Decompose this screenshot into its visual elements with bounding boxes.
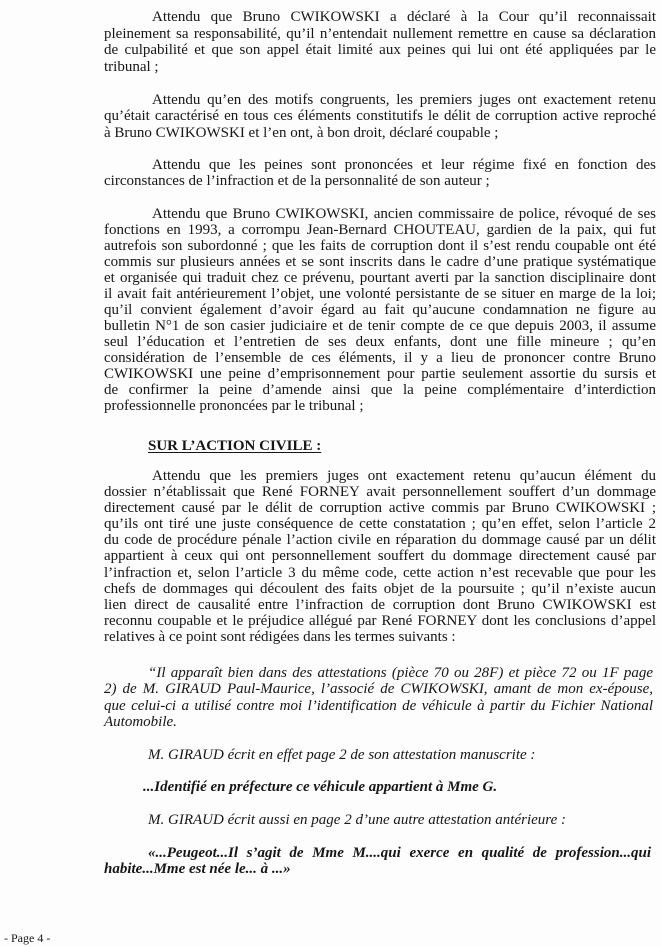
text-line: qu’ils ont tiré une juste conséquence de cette constatation ; qu’en effet, selon l’article 2 [104, 516, 656, 533]
text-line: à Bruno CWIKOWSKI et l’en ont, à bon droit, déclaré coupable ; [104, 124, 499, 141]
text-line: commis sur plusieurs années et se sont inscrits dans le cadre d’une pratique systématique [104, 254, 656, 270]
quote-intro-line: M. GIRAUD écrit aussi en page 2 d’une autre attestation antérieure : [148, 812, 566, 828]
quoted-excerpt [104, 845, 651, 877]
text-line: Attendu que Bruno CWIKOWSKI, ancien commissaire de police, révoqué de ses [152, 206, 656, 222]
paragraph-responsabilite [104, 9, 656, 75]
text-line: pleinement sa responsabilité, qu’il n’entendait nullement remettre en cause sa déclaration [104, 25, 656, 42]
text-line: 2) de M. GIRAUD Paul-Maurice, l’associé de CWIKOWSKI, amant de mon ex-épouse, [104, 681, 653, 698]
section-heading: SUR L’ACTION CIVILE : [148, 438, 322, 454]
quoted-conclusions [104, 665, 653, 730]
text-line: dossier n’établissait que René FORNEY avait personnellement souffert d’un dommage [104, 484, 656, 501]
paragraph-culpabilite [104, 92, 656, 141]
text-line: relatives à ce point sont rédigées dans les termes suivants : [104, 628, 456, 645]
text-line: de confirmer la peine d’amende ainsi que la peine complémentaire d’interdiction [104, 382, 656, 398]
text-line: “Il apparaît bien dans des attestations (pièce 70 ou 28F) et pièce 72 ou 1F page [148, 665, 653, 681]
text-line: Attendu que les premiers juges ont exactement retenu qu’aucun élément du [152, 468, 656, 484]
text-line: et organisée qui traduit chez ce prévenu, pourtant averti par la sanction disciplinaire dont [104, 270, 656, 286]
text-line: appartient à ceux qui ont personnellement souffert du dommage directement causé par [104, 548, 656, 565]
text-line: habite...Mme est née le... à ...» [104, 861, 291, 878]
text-line: Attendu qu’en des motifs congruents, les premiers juges ont exactement retenu [152, 92, 656, 108]
paragraph-peines [104, 157, 656, 189]
quote-intro-line: M. GIRAUD écrit en effet page 2 de son attestation manuscrite : [148, 747, 536, 763]
text-line: seul l’éducation et l’entretien de ses deux enfants, dont une fille mineure ; qu’en [104, 334, 656, 350]
text-line: reconnu coupable et le préjudice allégué par René FORNEY dont les conclusions d’appel [104, 612, 656, 629]
text-line: qu’était caractérisé en tous ces éléments constitutifs le délit de corruption active reproché [104, 108, 656, 125]
text-line: «...Peugeot...Il s’agit de Mme M....qui exerce en qualité de profession...qui [148, 845, 651, 861]
text-line: Attendu que les peines sont prononcées et leur régime fixé en fonction des [152, 157, 656, 173]
text-line: que celui-ci a utilisé contre moi l’identification de véhicule à partir du Fichier National [104, 697, 653, 714]
text-line: il avait fait antérieurement l’objet, une volonté persistante de se situer en marge de la loi; [104, 286, 656, 302]
quoted-excerpt: ...Identifié en préfecture ce véhicule appartient à Mme G. [143, 779, 498, 795]
paragraph-action-civile [104, 468, 656, 645]
text-line: considération de l’ensemble de ces éléments, il y a lieu de prononcer contre Bruno [104, 350, 656, 366]
text-line: l’infraction et, selon l’article 3 du même code, cette action n’est recevable que pour les [104, 564, 656, 581]
text-line: de culpabilité et que son appel était limité aux peines qui lui ont été appliquées par le [104, 42, 656, 59]
text-line: autrefois son subordonné ; que les faits de corruption dont il s’est rendu coupable ont été [104, 238, 656, 254]
text-line: Attendu que Bruno CWIKOWSKI a déclaré à la Cour qu’il reconnaissait [152, 9, 656, 25]
text-line: qu’il convient également d’avoir égard au fait qu’aucune condamnation ne figure au [104, 302, 656, 318]
text-line: tribunal ; [104, 58, 159, 75]
text-line: professionnelle prononcées par le tribunal ; [104, 398, 364, 414]
text-line: du code de procédure pénale l’action civile en réparation du dommage causé par un délit [104, 532, 656, 549]
page-number: - Page 4 - [4, 931, 51, 945]
text-line: CWIKOWSKI une peine d’emprisonnement pour partie seulement assortie du sursis et [104, 366, 656, 382]
paragraph-personnalite [104, 206, 656, 414]
text-line: directement causé par le délit de corruption active commis par Bruno CWIKOWSKI ; [104, 500, 656, 517]
text-line: fonctions en 1993, a corrompu Jean-Bernard CHOUTEAU, gardien de la paix, qui fut [104, 222, 656, 238]
text-line: Automobile. [104, 713, 177, 730]
text-line: circonstances de l’infraction et de la personnalité de son auteur ; [104, 173, 490, 190]
text-line: bulletin N°1 de son casier judiciaire et de tenir compte de ce que depuis 2003, il assume [104, 318, 656, 334]
text-line: lien direct de causalité entre l’infraction de corruption dont Bruno CWIKOWSKI est [104, 596, 656, 613]
text-line: chefs de dommages qui découlent des faits objet de la poursuite ; qu’il n’existe aucun [104, 580, 656, 597]
